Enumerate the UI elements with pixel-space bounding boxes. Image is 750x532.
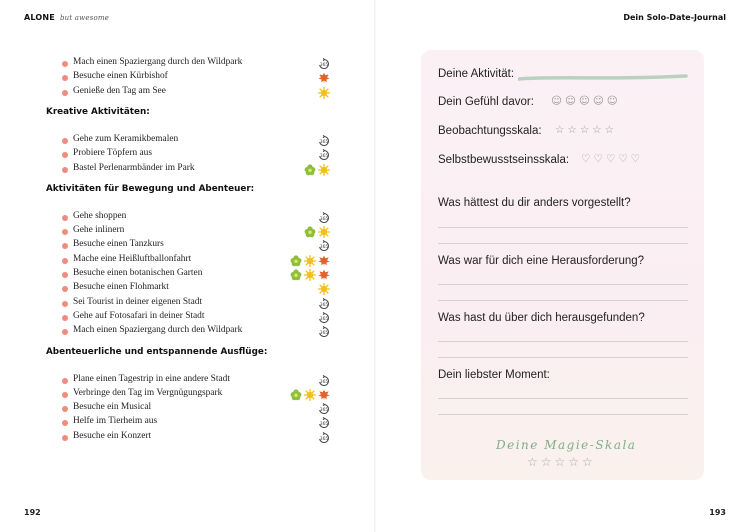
- activity-item: Besuche ein Musical: [73, 402, 152, 413]
- running-header-left: [24, 13, 109, 22]
- activity-label: Deine Aktivität:: [438, 68, 515, 80]
- list-bullet: [62, 258, 68, 264]
- activity-season-icons: [318, 375, 330, 387]
- activity-item: Gehe auf Fotosafari in deiner Stadt: [73, 310, 205, 321]
- cycle-icon: [318, 135, 330, 147]
- activity-season-icons: [318, 135, 330, 147]
- flower-icon: [304, 226, 316, 238]
- activity-season-icons: [318, 417, 330, 429]
- list-bullet: [62, 229, 68, 235]
- activity-item: Mach einen Spaziergang durch den Wildpark: [73, 325, 243, 336]
- confidence-scale[interactable]: ♡♡♡♡♡: [581, 153, 644, 165]
- magic-scale-title: Deine Magie-Skala: [496, 438, 637, 452]
- cycle-icon: [318, 326, 330, 338]
- page-number-left: 192: [24, 508, 41, 517]
- list-bullet: [62, 90, 68, 96]
- answer-line[interactable]: [438, 398, 688, 399]
- activity-season-icons: [318, 212, 330, 224]
- book-title: ALONE: [24, 13, 55, 22]
- activity-item: Gehe inlinern: [73, 225, 125, 236]
- svg-text:365: 365: [319, 63, 329, 68]
- answer-line[interactable]: [438, 357, 688, 358]
- cycle-icon: [318, 58, 330, 70]
- activity-item: Helfe im Tierheim aus: [73, 416, 158, 427]
- sun-icon: [304, 389, 316, 401]
- activity-season-icons: [318, 87, 330, 99]
- list-bullet: [62, 272, 68, 278]
- list-bullet: [62, 215, 68, 221]
- confidence-label: Selbstbewusstseinsskala:: [438, 154, 570, 166]
- list-bullet: [62, 243, 68, 249]
- list-bullet: [62, 138, 68, 144]
- list-bullet: [62, 167, 68, 173]
- feeling-scale[interactable]: ☺☺☺☺☺: [551, 95, 621, 107]
- autumn-leaf-icon: [318, 269, 330, 281]
- list-bullet: [62, 406, 68, 412]
- observation-label: Beobachtungsskala:: [438, 125, 542, 137]
- flower-icon: [290, 269, 302, 281]
- activity-season-icons: [304, 226, 330, 238]
- activity-season-icons: [318, 403, 330, 415]
- activity-item: Probiere Töpfern aus: [73, 148, 152, 159]
- cycle-icon: [318, 212, 330, 224]
- autumn-leaf-icon: [318, 255, 330, 267]
- sun-icon: [318, 283, 330, 295]
- section-heading: Aktivitäten für Bewegung und Abenteuer:: [46, 183, 255, 194]
- question-favorite-moment: Dein liebster Moment:: [438, 369, 550, 381]
- list-bullet: [62, 152, 68, 158]
- activity-season-icons: [318, 312, 330, 324]
- svg-text:365: 365: [319, 139, 329, 145]
- list-bullet: [62, 435, 68, 441]
- svg-text:365: 365: [319, 379, 329, 385]
- question-discovery: Was hast du über dich herausgefunden?: [438, 312, 645, 324]
- flower-icon: [304, 164, 316, 176]
- cycle-icon: [318, 375, 330, 387]
- cycle-icon: [318, 403, 330, 415]
- activity-item: Bastel Perlenarmbänder im Park: [73, 162, 195, 173]
- list-bullet: [62, 378, 68, 384]
- book-subtitle: but awesome: [59, 14, 110, 22]
- cycle-icon: [318, 149, 330, 161]
- activity-season-icons: [318, 326, 330, 338]
- svg-text:365: 365: [319, 316, 329, 322]
- sun-icon: [318, 226, 330, 238]
- activity-item: Gehe zum Keramikbemalen: [73, 133, 179, 144]
- cycle-icon: [318, 312, 330, 324]
- list-bullet: [62, 75, 68, 81]
- activity-season-icons: [318, 58, 330, 70]
- activity-item: Besuche einen botanischen Garten: [73, 268, 203, 278]
- sun-icon: [304, 269, 316, 281]
- answer-line[interactable]: [438, 227, 688, 228]
- activity-item: Plane einen Tagestrip in eine andere Stadt: [73, 373, 230, 384]
- svg-text:365: 365: [319, 436, 329, 442]
- question-challenge: Was war für dich eine Herausforderung?: [438, 255, 645, 267]
- activity-brush-line: [518, 73, 688, 83]
- list-bullet: [62, 329, 68, 335]
- list-bullet: [62, 61, 68, 67]
- activity-season-icons: [318, 240, 330, 252]
- magic-scale-stars[interactable]: ☆☆☆☆☆: [527, 455, 596, 469]
- flower-icon: [290, 255, 302, 267]
- activity-season-icons: [290, 255, 330, 267]
- answer-line[interactable]: [438, 300, 688, 301]
- svg-text:365: 365: [319, 154, 329, 160]
- sun-icon: [304, 255, 316, 267]
- page-gutter: [374, 0, 376, 532]
- section-heading: Abenteuerliche und entspannende Ausflüge:: [46, 346, 268, 357]
- autumn-leaf-icon: [318, 72, 330, 84]
- feeling-label: Dein Gefühl davor:: [438, 96, 534, 108]
- list-bullet: [62, 392, 68, 398]
- list-bullet: [62, 315, 68, 321]
- list-bullet: [62, 420, 68, 426]
- cycle-icon: [318, 240, 330, 252]
- activity-season-icons: [290, 389, 330, 401]
- autumn-leaf-icon: [318, 389, 330, 401]
- observation-scale[interactable]: ☆☆☆☆☆: [555, 124, 618, 136]
- activity-item: Besuche einen Kürbishof: [73, 71, 168, 82]
- activity-item: Gehe shoppen: [73, 210, 127, 221]
- answer-line[interactable]: [438, 341, 688, 342]
- activity-item: Besuche ein Konzert: [73, 430, 152, 441]
- cycle-icon: [318, 298, 330, 310]
- cycle-icon: [318, 432, 330, 444]
- cycle-icon: [318, 417, 330, 429]
- sun-icon: [318, 87, 330, 99]
- activity-item: Besuche einen Flohmarkt: [73, 282, 169, 293]
- svg-text:365: 365: [319, 302, 329, 308]
- svg-text:365: 365: [319, 245, 329, 251]
- list-bullet: [62, 286, 68, 292]
- answer-line[interactable]: [438, 243, 688, 244]
- activity-season-icons: [290, 269, 330, 281]
- question-expectation: Was hättest du dir anders vorgestellt?: [438, 197, 631, 209]
- activity-season-icons: [318, 298, 330, 310]
- activity-item: Mach einen Spaziergang durch den Wildpark: [73, 57, 243, 67]
- page-number-right: 193: [709, 508, 726, 517]
- list-bullet: [62, 301, 68, 307]
- activity-item: Mache eine Heißluftballonfahrt: [73, 253, 192, 264]
- activity-item: Verbringe den Tag im Vergnügungspark: [73, 387, 223, 398]
- activity-season-icons: [318, 72, 330, 84]
- activity-season-icons: [304, 164, 330, 176]
- running-header-right: Dein Solo-Date-Journal: [623, 13, 726, 22]
- answer-line[interactable]: [438, 284, 688, 285]
- activity-season-icons: [318, 283, 330, 295]
- svg-text:365: 365: [319, 408, 329, 414]
- activity-item: Genieße den Tag am See: [73, 85, 166, 96]
- activity-item: Sei Tourist in deiner eigenen Stadt: [73, 296, 203, 307]
- activity-item: Besuche einen Tanzkurs: [73, 239, 164, 250]
- activity-season-icons: [318, 432, 330, 444]
- svg-text:365: 365: [319, 216, 329, 222]
- svg-text:365: 365: [319, 422, 329, 428]
- svg-text:365: 365: [319, 331, 329, 337]
- flower-icon: [290, 389, 302, 401]
- activity-season-icons: [318, 149, 330, 161]
- section-heading: Kreative Aktivitäten:: [46, 106, 150, 117]
- answer-line[interactable]: [438, 414, 688, 415]
- sun-icon: [318, 164, 330, 176]
